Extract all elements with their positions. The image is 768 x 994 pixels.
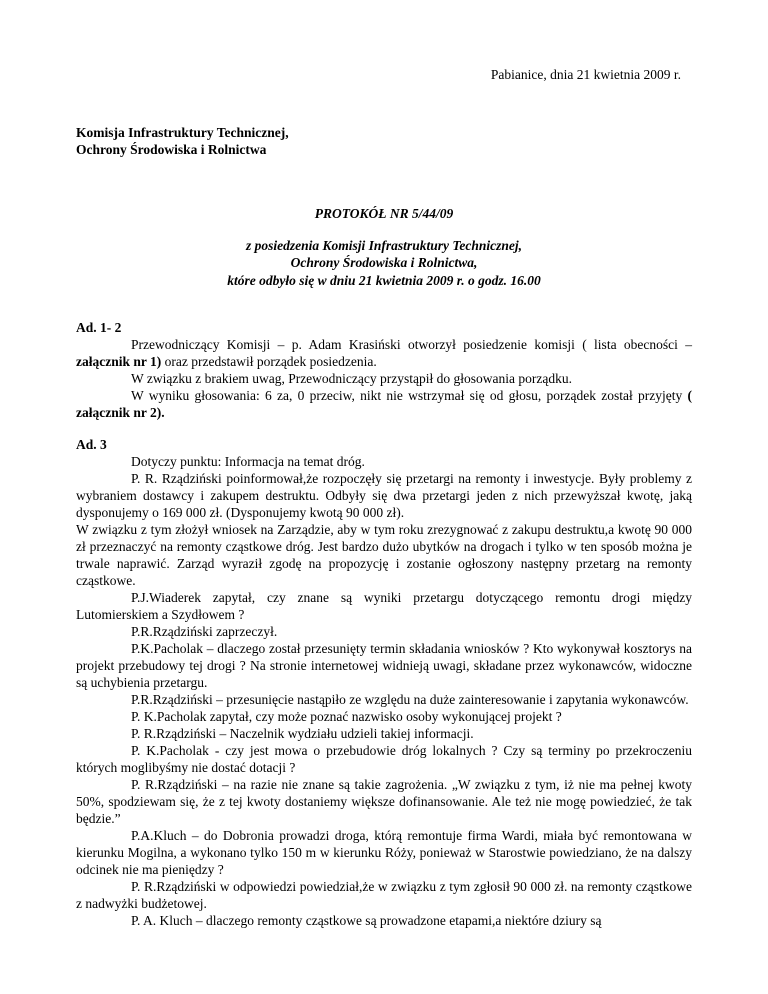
paragraph-text: W wyniku głosowania: 6 za, 0 przeciw, nikt nie wstrzymał się od głosu, porządek został przyjęty [131, 388, 688, 403]
paragraph: P.A.Kluch – do Dobronia prowadzi droga, którą remontuje firma Wardi, miała być remontowana w kierunku Mogilna, a wykonano tylko 150 m w kierunku Róży, ponieważ w Starostwie powiedziano, że na dalszy odcinek nie ma pieniędzy ? [76, 828, 692, 877]
paragraph: Dotyczy punktu: Informacja na temat dróg. [131, 454, 365, 469]
paragraph: P. R.Rządziński w odpowiedzi powiedział,że w związku z tym zgłosił 90 000 zł. na remonty cząstkowe z nadwyżki budżetowej. [76, 879, 692, 911]
protocol-number: PROTOKÓŁ NR 5/44/09 [314, 206, 454, 221]
organization-line-1: Komisja Infrastruktury Technicznej, [76, 125, 289, 140]
paragraph: P.R.Rządziński – przesunięcie nastąpiło ze względu na duże zainteresowanie i zapytania wykonawców. [131, 692, 689, 707]
date-line: Pabianice, dnia 21 kwietnia 2009 r. [490, 67, 681, 82]
organization-name [76, 124, 289, 158]
document-body [76, 319, 692, 929]
paragraph: P. K.Pacholak - czy jest mowa o przebudowie dróg lokalnych ? Czy są terminy po przekroczeniu których moglibyśmy nie dostać dotacji ? [76, 743, 692, 775]
paragraph: P. A. Kluch – dlaczego remonty cząstkowe są prowadzone etapami,a niektóre dziury są [131, 913, 602, 928]
protocol-title [76, 205, 692, 289]
paragraph-vote-result [76, 387, 692, 421]
attachment-ref-1: załącznik nr 1) [76, 354, 162, 369]
paragraph-agenda-vote: W związku z brakiem uwag, Przewodniczący przystąpił do głosowania porządku. [131, 371, 572, 386]
paragraph: P. R.Rządziński – na razie nie znane są takie zagrożenia. „W związku z tym, iż nie ma pełnej kwoty 50%, spodziewam się, że z tej kwoty dostaniemy większe dofinansowanie. Ale też nie mogę powiedzieć, że tak będzie.” [76, 777, 692, 826]
section-heading-ad-3: Ad. 3 [76, 437, 107, 452]
protocol-subtitle-3: które odbyło się w dniu 21 kwietnia 2009 r. o godz. 16.00 [227, 272, 541, 288]
paragraph: P.R.Rządziński zaprzeczył. [131, 624, 278, 639]
organization-line-2: Ochrony Środowiska i Rolnictwa [76, 142, 267, 157]
paragraph: P. R.Rządziński – Naczelnik wydziału udzieli takiej informacji. [131, 726, 474, 741]
paragraph: P.J.Wiaderek zapytał, czy znane są wyniki przetargu dotyczącego remontu drogi między Lutomierskiem a Szydłowem ? [76, 590, 692, 622]
attachment-ref-2: ( załącznik nr 2). [76, 388, 692, 420]
paragraph: W związku z tym złożył wniosek na Zarządzie, aby w tym roku zrezygnować z zakupu destruktu,a kwotę 90 000 zł przeznaczyć na remonty cząstkowe dróg. Jest bardzo dużo ubytków na drogach i tylko w ten sposób można je trwale naprawić. Zarząd wyraził zgodę na propozycję i zostanie ogłoszony następny przetarg na remonty cząstkowe. [76, 522, 692, 588]
paragraph-text: Przewodniczący Komisji – p. Adam Krasiński otworzył posiedzenie komisji ( lista obecności – [131, 337, 692, 352]
protocol-subtitle-1: z posiedzenia Komisji Infrastruktury Technicznej, [246, 237, 522, 253]
paragraph-text: oraz przedstawił porządek posiedzenia. [161, 354, 377, 369]
paragraph: P.K.Pacholak – dlaczego został przesunięty termin składania wniosków ? Kto wykonywał kosztorys na projekt przebudowy tej drogi ? Na stronie internetowej widnieją uwagi, składane przez wykonawców, widoczne są uchybienia przetargu. [76, 641, 692, 690]
section-heading-ad-1-2: Ad. 1- 2 [76, 320, 122, 335]
paragraph-opening [76, 336, 692, 370]
paragraph: P. K.Pacholak zapytał, czy może poznać nazwisko osoby wykonującej projekt ? [131, 709, 562, 724]
paragraph: P. R. Rządziński poinformował,że rozpoczęły się przetargi na remonty i inwestycje. Były problemy z wybraniem dostawcy i zakupem destruktu. Odbyły się dwa przetargi jeden z nich przewyższał kwotę, jaką dysponujemy o 169 000 zł. (Dysponujemy kwotą 90 000 zł). [76, 471, 692, 520]
protocol-subtitle-2: Ochrony Środowiska i Rolnictwa, [290, 255, 478, 270]
